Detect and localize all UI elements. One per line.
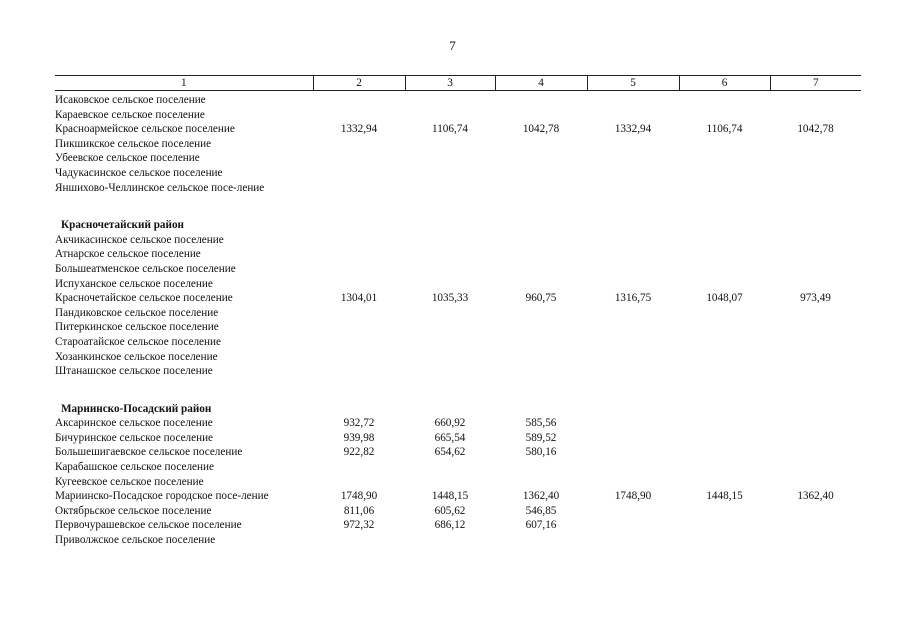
- value-cell-col-2: [313, 350, 405, 365]
- value-cell-col-2: 1304,01: [340, 292, 378, 305]
- value-cell-col-3: [405, 91, 495, 108]
- settlement-name: Большешигаевское сельское поселение: [55, 446, 243, 459]
- table-row: [55, 166, 861, 181]
- value-cell-col-4: 580,16: [525, 446, 557, 459]
- settlement-name: Испуханское сельское поселение: [55, 277, 213, 290]
- district-heading: Красночетайский район: [61, 219, 184, 232]
- value-cell-col-4: 589,52: [525, 431, 557, 444]
- table-row: [55, 277, 861, 292]
- header-row: [55, 76, 861, 91]
- column-header-2: 2: [313, 76, 405, 91]
- value-cell-col-5: 1748,90: [614, 490, 652, 503]
- table-row: [55, 350, 861, 365]
- value-cell-col-2: [313, 306, 405, 321]
- value-cell-col-3: [405, 166, 495, 181]
- value-cell-col-4: [495, 181, 587, 196]
- value-cell-col-6: [679, 306, 770, 321]
- table-header: [55, 76, 861, 91]
- value-cell-col-6: [679, 533, 770, 548]
- settlement-name: Яншихово-Челлинское сельское посе-ление: [55, 181, 265, 194]
- value-cell-col-4: 607,16: [525, 519, 557, 532]
- value-cell-col-6: [679, 91, 770, 108]
- value-cell-col-2: 811,06: [343, 504, 375, 517]
- value-cell-col-2: [313, 181, 405, 196]
- value-cell-col-6: [679, 431, 770, 446]
- value-cell-col-2: 932,72: [343, 417, 375, 430]
- value-cell-col-3: 660,92: [434, 417, 466, 430]
- settlement-name: Атнарское сельское поселение: [55, 248, 201, 261]
- table-row: [55, 335, 861, 350]
- value-cell-col-5: [587, 364, 679, 379]
- value-cell-col-7: [770, 247, 861, 262]
- value-cell-col-4: [495, 233, 587, 248]
- value-cell-col-4: [495, 475, 587, 490]
- value-cell-col-4: 960,75: [525, 292, 557, 305]
- value-cell-col-4: [495, 166, 587, 181]
- value-cell-col-2: 1332,94: [340, 123, 378, 136]
- value-cell-col-2: [313, 335, 405, 350]
- value-cell-col-5: [587, 181, 679, 196]
- tariff-table: [55, 75, 861, 548]
- value-cell-col-5: [587, 335, 679, 350]
- value-cell-col-2: 922,82: [343, 446, 375, 459]
- page-number: 7: [449, 38, 456, 53]
- column-header-3: 3: [405, 76, 495, 91]
- value-cell-col-3: [405, 233, 495, 248]
- table-row: [55, 364, 861, 379]
- value-cell-col-5: [587, 247, 679, 262]
- value-cell-col-4: [495, 364, 587, 379]
- table-row: [55, 291, 861, 306]
- settlement-name: Бичуринское сельское поселение: [55, 431, 214, 444]
- settlement-name: Мариинско-Посадское городское посе-ление: [55, 490, 269, 503]
- settlement-name: Карабашское сельское поселение: [55, 461, 214, 474]
- value-cell-col-5: [587, 533, 679, 548]
- value-cell-col-6: [679, 233, 770, 248]
- table-row: [55, 489, 861, 504]
- value-cell-col-7: [770, 306, 861, 321]
- value-cell-col-5: [587, 320, 679, 335]
- table-row: [55, 431, 861, 446]
- settlement-name: Октябрьское сельское поселение: [55, 504, 212, 517]
- settlement-name: Приволжское сельское поселение: [55, 534, 216, 547]
- value-cell-col-2: [313, 364, 405, 379]
- table-row: [55, 233, 861, 248]
- settlement-name: Караевское сельское поселение: [55, 108, 205, 121]
- table-row: [55, 306, 861, 321]
- value-cell-col-5: [587, 350, 679, 365]
- value-cell-col-5: [587, 504, 679, 519]
- value-cell-col-7: 1362,40: [797, 490, 834, 503]
- value-cell-col-3: [405, 364, 495, 379]
- value-cell-col-7: [770, 166, 861, 181]
- value-cell-col-6: [679, 277, 770, 292]
- table-row: [55, 137, 861, 152]
- value-cell-col-5: [587, 431, 679, 446]
- value-cell-col-4: 1362,40: [522, 490, 560, 503]
- district-heading: Мариинско-Посадский район: [61, 402, 212, 415]
- value-cell-col-6: [679, 151, 770, 166]
- value-cell-col-2: [313, 137, 405, 152]
- value-cell-col-6: 1448,15: [706, 490, 743, 503]
- settlement-name: Пикшикское сельское поселение: [55, 137, 212, 150]
- value-cell-col-4: [495, 108, 587, 123]
- district-heading-row: [55, 379, 861, 417]
- table-row: [55, 504, 861, 519]
- column-header-6: 6: [679, 76, 770, 91]
- value-cell-col-7: 973,49: [800, 292, 831, 305]
- value-cell-col-2: [313, 320, 405, 335]
- value-cell-col-2: 939,98: [343, 431, 375, 444]
- value-cell-col-2: [313, 475, 405, 490]
- value-cell-col-7: [770, 137, 861, 152]
- column-header-1: 1: [55, 76, 313, 91]
- table-row: [55, 181, 861, 196]
- value-cell-col-4: [495, 151, 587, 166]
- value-cell-col-3: [405, 350, 495, 365]
- value-cell-col-7: [770, 475, 861, 490]
- district-heading-row: [55, 195, 861, 233]
- value-cell-col-3: [405, 181, 495, 196]
- value-cell-col-6: [679, 518, 770, 533]
- value-cell-col-6: [679, 460, 770, 475]
- value-cell-col-3: 686,12: [434, 519, 466, 532]
- value-cell-col-2: [313, 91, 405, 108]
- value-cell-col-5: 1332,94: [614, 123, 652, 136]
- value-cell-col-2: 1748,90: [340, 490, 378, 503]
- value-cell-col-7: [770, 233, 861, 248]
- settlement-name: Кугеевское сельское поселение: [55, 475, 204, 488]
- settlement-name: Староатайское сельское поселение: [55, 335, 221, 348]
- value-cell-col-7: [770, 416, 861, 431]
- value-cell-col-5: [587, 475, 679, 490]
- value-cell-col-3: [405, 460, 495, 475]
- table-row: [55, 108, 861, 123]
- value-cell-col-4: [495, 247, 587, 262]
- value-cell-col-5: [587, 91, 679, 108]
- value-cell-col-6: [679, 108, 770, 123]
- table-row: [55, 122, 861, 137]
- value-cell-col-7: [770, 350, 861, 365]
- settlement-name: Хозанкинское сельское поселение: [55, 350, 218, 363]
- value-cell-col-7: [770, 518, 861, 533]
- settlement-name: Чадукасинское сельское поселение: [55, 166, 223, 179]
- value-cell-col-3: [405, 247, 495, 262]
- table-row: [55, 151, 861, 166]
- value-cell-col-3: 1106,74: [432, 123, 468, 136]
- table-row: [55, 445, 861, 460]
- value-cell-col-5: [587, 233, 679, 248]
- value-cell-col-3: [405, 320, 495, 335]
- value-cell-col-4: 585,56: [525, 417, 557, 430]
- value-cell-col-6: [679, 320, 770, 335]
- value-cell-col-5: [587, 151, 679, 166]
- value-cell-col-2: [313, 277, 405, 292]
- value-cell-col-7: [770, 262, 861, 277]
- value-cell-col-4: 546,85: [525, 504, 557, 517]
- value-cell-col-4: [495, 533, 587, 548]
- settlement-name: Красночетайское сельское поселение: [55, 292, 233, 305]
- value-cell-col-5: [587, 108, 679, 123]
- table-row: [55, 247, 861, 262]
- settlement-name: Первочурашевское сельское поселение: [55, 519, 242, 532]
- table-row: [55, 91, 861, 108]
- value-cell-col-2: [313, 247, 405, 262]
- value-cell-col-6: [679, 335, 770, 350]
- settlement-name: Большеатменское сельское поселение: [55, 262, 236, 275]
- settlement-name: Штанашское сельское поселение: [55, 365, 213, 378]
- settlement-name: Акчикасинское сельское поселение: [55, 233, 224, 246]
- value-cell-col-6: [679, 416, 770, 431]
- settlement-name: Исаковское сельское поселение: [55, 94, 206, 106]
- value-cell-col-3: [405, 533, 495, 548]
- value-cell-col-6: [679, 364, 770, 379]
- value-cell-col-2: [313, 460, 405, 475]
- table-row: [55, 533, 861, 548]
- value-cell-col-7: [770, 181, 861, 196]
- table-row: [55, 416, 861, 431]
- value-cell-col-5: [587, 166, 679, 181]
- value-cell-col-6: [679, 504, 770, 519]
- value-cell-col-4: [495, 306, 587, 321]
- value-cell-col-6: [679, 262, 770, 277]
- value-cell-col-7: [770, 460, 861, 475]
- value-cell-col-3: [405, 262, 495, 277]
- settlement-name: Питеркинское сельское поселение: [55, 321, 219, 334]
- value-cell-col-7: [770, 431, 861, 446]
- value-cell-col-6: [679, 445, 770, 460]
- value-cell-col-3: [405, 335, 495, 350]
- value-cell-col-7: 1042,78: [797, 123, 834, 136]
- value-cell-col-2: 972,32: [343, 519, 375, 532]
- value-cell-col-7: [770, 108, 861, 123]
- value-cell-col-2: [313, 533, 405, 548]
- table-row: [55, 262, 861, 277]
- value-cell-col-7: [770, 364, 861, 379]
- table-body: [55, 91, 861, 548]
- value-cell-col-6: [679, 166, 770, 181]
- value-cell-col-5: [587, 416, 679, 431]
- value-cell-col-6: 1048,07: [706, 292, 743, 305]
- value-cell-col-5: [587, 460, 679, 475]
- value-cell-col-3: 1035,33: [431, 292, 469, 305]
- value-cell-col-5: [587, 262, 679, 277]
- value-cell-col-2: [313, 262, 405, 277]
- value-cell-col-2: [313, 166, 405, 181]
- value-cell-col-3: [405, 137, 495, 152]
- value-cell-col-4: [495, 460, 587, 475]
- value-cell-col-7: [770, 151, 861, 166]
- value-cell-col-7: [770, 91, 861, 108]
- value-cell-col-4: [495, 137, 587, 152]
- table-row: [55, 460, 861, 475]
- value-cell-col-7: [770, 533, 861, 548]
- value-cell-col-7: [770, 320, 861, 335]
- value-cell-col-3: 654,62: [434, 446, 466, 459]
- value-cell-col-6: 1106,74: [706, 123, 743, 136]
- column-header-5: 5: [587, 76, 679, 91]
- value-cell-col-2: [313, 108, 405, 123]
- value-cell-col-4: [495, 320, 587, 335]
- table-row: [55, 320, 861, 335]
- settlement-name: Пандиковское сельское поселение: [55, 306, 219, 319]
- value-cell-col-7: [770, 277, 861, 292]
- value-cell-col-2: [313, 233, 405, 248]
- column-header-7: 7: [770, 76, 861, 91]
- value-cell-col-3: [405, 475, 495, 490]
- value-cell-col-6: [679, 350, 770, 365]
- value-cell-col-7: [770, 445, 861, 460]
- column-header-4: 4: [495, 76, 587, 91]
- value-cell-col-3: [405, 306, 495, 321]
- value-cell-col-4: [495, 91, 587, 108]
- value-cell-col-6: [679, 247, 770, 262]
- value-cell-col-5: 1316,75: [614, 292, 652, 305]
- value-cell-col-6: [679, 137, 770, 152]
- value-cell-col-4: 1042,78: [522, 123, 560, 136]
- value-cell-col-4: [495, 335, 587, 350]
- value-cell-col-5: [587, 306, 679, 321]
- value-cell-col-3: [405, 108, 495, 123]
- value-cell-col-4: [495, 277, 587, 292]
- table-row: [55, 518, 861, 533]
- value-cell-col-3: [405, 277, 495, 292]
- value-cell-col-4: [495, 262, 587, 277]
- table-row: [55, 475, 861, 490]
- value-cell-col-3: [405, 151, 495, 166]
- value-cell-col-3: 665,54: [434, 431, 466, 444]
- value-cell-col-3: 1448,15: [431, 490, 469, 503]
- value-cell-col-5: [587, 137, 679, 152]
- value-cell-col-3: 605,62: [434, 504, 466, 517]
- value-cell-col-4: [495, 350, 587, 365]
- value-cell-col-2: [313, 151, 405, 166]
- value-cell-col-7: [770, 335, 861, 350]
- value-cell-col-5: [587, 277, 679, 292]
- settlement-name: Аксаринское сельское поселение: [55, 417, 213, 430]
- value-cell-col-5: [587, 445, 679, 460]
- settlement-name: Красноармейское сельское поселение: [55, 123, 235, 136]
- value-cell-col-6: [679, 181, 770, 196]
- value-cell-col-5: [587, 518, 679, 533]
- settlement-name: Убеевское сельское поселение: [55, 152, 200, 165]
- value-cell-col-7: [770, 504, 861, 519]
- value-cell-col-6: [679, 475, 770, 490]
